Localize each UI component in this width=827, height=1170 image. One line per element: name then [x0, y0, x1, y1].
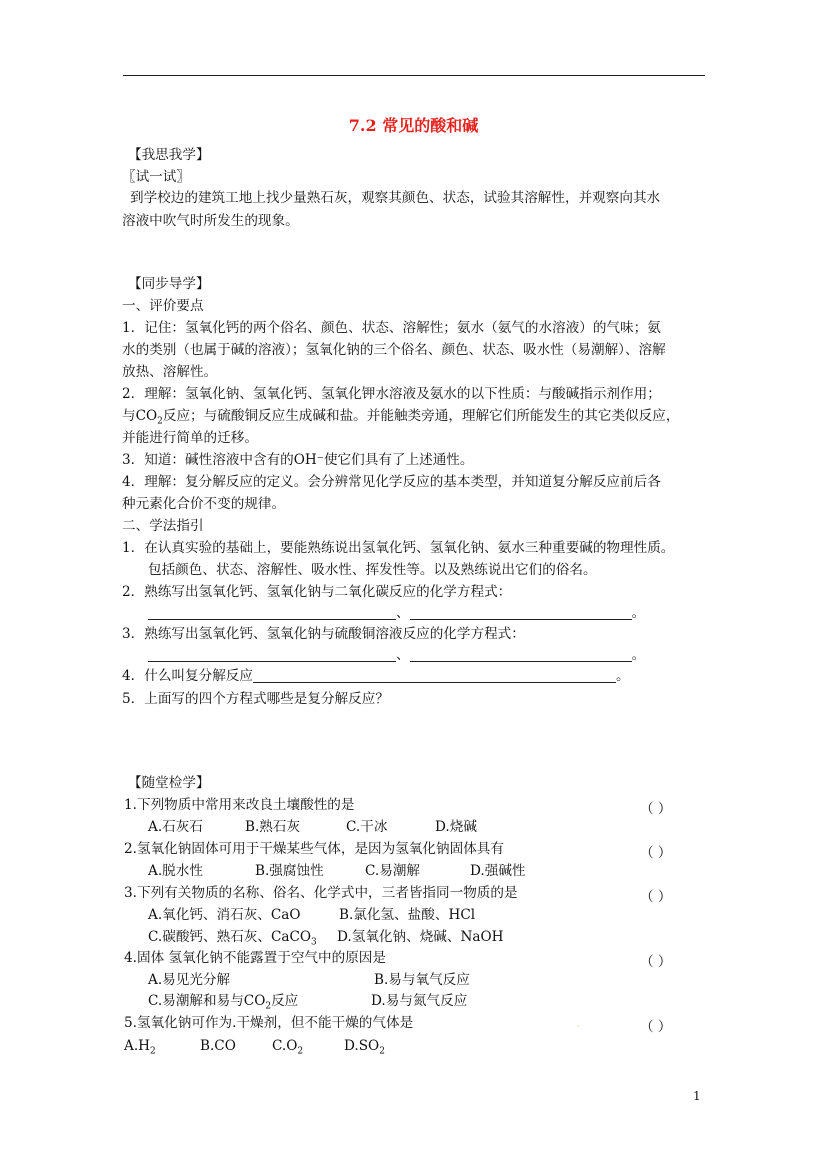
- point-line: 1．记住：氢氧化钙的两个俗名、颜色、状态、溶解性；氨水（氨气的水溶液）的气味；氨: [122, 320, 661, 336]
- question-2: 2.氢氧化钠固体可用于干燥某些气体，是因为氢氧化钠固体具有: [124, 841, 504, 857]
- answer-blank[interactable]: [410, 647, 632, 662]
- option: C.易潮解和易与$CO_2$反应: [148, 993, 299, 1012]
- answer-parens[interactable]: （ ）: [640, 845, 672, 861]
- option: D.易与氮气反应: [371, 993, 468, 1009]
- paragraph-line: 到学校边的建筑工地上找少量熟石灰，观察其颜色、状态，试验其溶解性，并观察向其水: [130, 190, 661, 206]
- guide-line: 2．熟练写出氢氧化钙、氢氧化钠与二氧化碳反应的化学方程式：: [122, 584, 512, 600]
- answer-parens[interactable]: （ ）: [640, 801, 672, 817]
- option: D.氢氧化钠、烧碱、NaOH: [337, 929, 504, 945]
- stray-mark: ·: [577, 1022, 580, 1031]
- answer-parens[interactable]: （ ）: [640, 1019, 672, 1035]
- option: A.脱水性: [148, 863, 203, 879]
- question-4: 4.固体 氢氧化钠不能露置于空气中的原因是: [124, 950, 386, 966]
- point-line: 并能进行简单的迁移。: [122, 430, 258, 446]
- point-line: 水的类别（也属于碱的溶液）；氢氧化钠的三个俗名、颜色、状态、吸水性（易潮解）、溶解: [122, 342, 666, 358]
- header-rule: [123, 75, 705, 76]
- subheading-points: 一、评价要点: [122, 298, 204, 314]
- section-heading-quiz: 【随堂检学】: [128, 775, 210, 791]
- subheading-method: 二、学法指引: [122, 518, 204, 534]
- answer-blank[interactable]: [148, 647, 396, 662]
- point-line: 与$CO_2$反应；与硫酸铜反应生成碱和盐。并能触类旁通，理解它们所能发生的其它类似反应，: [122, 408, 680, 427]
- option: D.强碱性: [470, 863, 526, 879]
- question-3: 3.下列有关物质的名称、俗名、化学式中，三者皆指同一物质的是: [124, 885, 518, 901]
- guide-line: 包括颜色、状态、溶解性、吸水性、挥发性等。以及熟练说出它们的俗名。: [148, 562, 597, 578]
- answer-line: 、 。: [148, 603, 645, 623]
- option: B.强腐蚀性: [255, 863, 324, 879]
- guide-line: 1．在认真实验的基础上，要能熟练说出氢氧化钙、氢氧化钠、氨水三种重要碱的物理性质。: [122, 540, 675, 556]
- point-line: 2．理解：氢氧化钠、氢氧化钙、氢氧化钾水溶液及氨水的以下性质：与酸碱指示剂作用；: [122, 386, 661, 402]
- answer-blank[interactable]: [148, 605, 396, 620]
- answer-blank[interactable]: [253, 668, 616, 683]
- point-line: 4．理解：复分解反应的定义。会分辨常见化学反应的基本类型，并知道复分解反应前后各: [122, 474, 661, 490]
- option: C.干冰: [346, 819, 388, 835]
- point-line: 种元素化合价不变的规律。: [122, 496, 286, 512]
- page-number: 1: [693, 1089, 701, 1103]
- option: B.易与氧气反应: [374, 972, 470, 988]
- option: A.石灰石: [148, 819, 203, 835]
- question-1: 1.下列物质中常用来改良土壤酸性的是: [124, 797, 355, 813]
- section-heading-think: 【我思我学】: [128, 147, 210, 163]
- answer-parens[interactable]: （ ）: [640, 954, 672, 970]
- option: $A.H_2$: [124, 1038, 156, 1057]
- option: $D.SO_2$: [344, 1038, 385, 1057]
- option: D.烧碱: [435, 819, 477, 835]
- option: B.CO: [200, 1038, 236, 1054]
- option: B.氯化氢、盐酸、HCl: [339, 907, 476, 923]
- option: A.氧化钙、消石灰、CaO: [148, 907, 301, 923]
- option: C.碳酸钙、熟石灰、CaCO$_3$: [148, 929, 317, 948]
- guide-line: 4．什么叫复分解反应 。: [122, 668, 630, 684]
- answer-blank[interactable]: [410, 605, 632, 620]
- point-line: 放热、溶解性。: [122, 364, 218, 380]
- guide-line: 3．熟练写出氢氧化钙、氢氧化钠与硫酸铜溶液反应的化学方程式：: [122, 626, 525, 642]
- option: A.易见光分解: [148, 972, 231, 988]
- question-5: 5.氢氧化钠可作为.干燥剂，但不能干燥的气体是: [124, 1015, 414, 1031]
- option: B.熟石灰: [245, 819, 301, 835]
- section-heading-guide: 【同步导学】: [128, 276, 210, 292]
- option: C.易潮解: [365, 863, 421, 879]
- paragraph-line: 溶液中吹气时所发生的现象。: [122, 213, 299, 229]
- answer-parens[interactable]: （ ）: [640, 889, 672, 905]
- page-title: 7.2 常见的酸和碱: [348, 116, 479, 135]
- point-line: 3．知道：碱性溶液中含有的OH⁻使它们具有了上述通性。: [122, 452, 474, 468]
- option: $C.O_2$: [272, 1038, 304, 1057]
- guide-line: 5．上面写的四个方程式哪些是复分解反应？: [122, 691, 389, 707]
- answer-line: 、 。: [148, 645, 645, 665]
- subheading-try: 〖试一试〗: [122, 169, 190, 185]
